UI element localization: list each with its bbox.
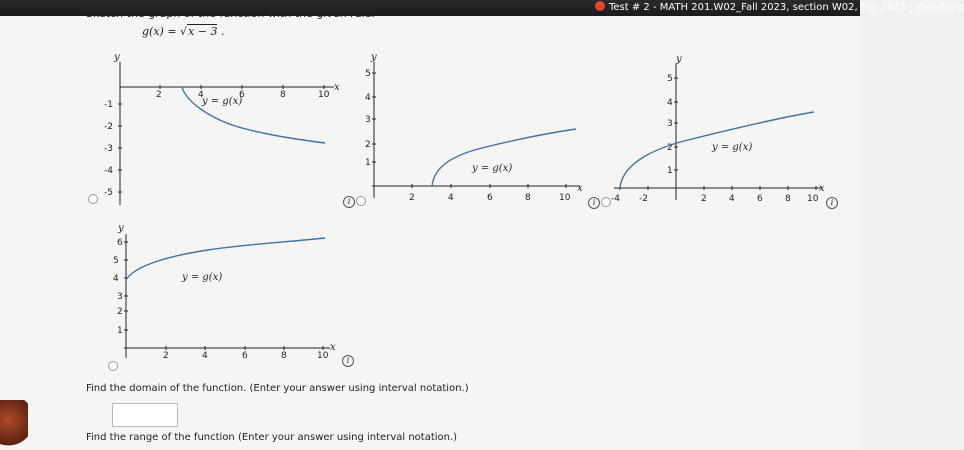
y-tick-label: 3 xyxy=(365,115,371,125)
y-tick-label: 4 xyxy=(365,93,371,103)
y-tick-label: 3 xyxy=(667,119,673,129)
function-curve xyxy=(126,238,325,280)
range-question: Find the range of the function (Enter your answer using interval notation.) xyxy=(86,432,458,443)
x-tick-label: 8 xyxy=(785,194,791,204)
graph-option-a[interactable] xyxy=(92,50,342,210)
y-tick-label: -4 xyxy=(104,166,113,176)
info-icon[interactable]: i xyxy=(588,197,600,209)
info-icon[interactable]: i xyxy=(826,197,838,209)
x-tick-label: 4 xyxy=(729,194,735,204)
x-axis-label: x xyxy=(330,342,336,353)
domain-answer-input[interactable] xyxy=(112,403,178,427)
tick-marks xyxy=(372,73,566,188)
function-lhs: g(x) = xyxy=(142,25,181,38)
x-tick-label: -2 xyxy=(639,194,648,204)
y-tick-label: 1 xyxy=(667,166,673,176)
graph-option-c[interactable] xyxy=(608,52,838,207)
x-tick-label: 8 xyxy=(281,351,287,361)
y-tick-label: 1 xyxy=(365,158,371,168)
webassign-tab-icon xyxy=(595,1,605,11)
x-axis-label: x xyxy=(819,183,825,194)
y-tick-label: 4 xyxy=(667,98,673,108)
x-tick-label: 10 xyxy=(559,193,571,203)
y-tick-label: -1 xyxy=(104,100,113,110)
function-curve xyxy=(432,129,576,186)
x-tick-label: 2 xyxy=(163,351,169,361)
y-tick-label: 5 xyxy=(113,256,119,266)
x-tick-label: 10 xyxy=(317,351,329,361)
y-axis-label: y xyxy=(114,52,120,63)
x-tick-label: 2 xyxy=(156,90,162,100)
x-tick-label: -4 xyxy=(611,194,620,204)
tick-marks xyxy=(124,242,323,350)
info-icon[interactable]: i xyxy=(343,196,355,208)
x-axis-label: x xyxy=(577,183,583,194)
x-tick-label: 2 xyxy=(409,193,415,203)
y-tick-label: 5 xyxy=(365,69,371,79)
curve-label: y = g(x) xyxy=(182,272,223,283)
y-tick-label: 2 xyxy=(667,143,673,153)
tab-title: Test # 2 - MATH 201.W02_Fall 2023, section W02, Fall 2023 | WebAssig xyxy=(609,2,964,13)
function-radicand: x − 3 xyxy=(188,25,218,38)
browser-tab[interactable] xyxy=(595,1,964,13)
x-axis-label: x xyxy=(334,82,340,93)
x-tick-label: 8 xyxy=(280,90,286,100)
tick-marks xyxy=(620,78,816,190)
x-tick-label: 6 xyxy=(239,90,245,100)
y-axis-label: y xyxy=(676,54,682,65)
sqrt-icon: √ xyxy=(180,25,188,38)
x-tick-label: 6 xyxy=(242,351,248,361)
x-tick-label: 10 xyxy=(807,194,819,204)
domain-question: Find the domain of the function. (Enter your answer using interval notation.) xyxy=(86,383,469,394)
y-tick-label: 5 xyxy=(667,74,673,84)
desk-object xyxy=(0,400,28,450)
graph-option-d[interactable] xyxy=(108,220,338,365)
x-tick-label: 6 xyxy=(487,193,493,203)
y-tick-label: 2 xyxy=(365,140,371,150)
curve-label: y = g(x) xyxy=(712,142,753,153)
y-tick-label: 2 xyxy=(117,307,123,317)
x-tick-label: 4 xyxy=(202,351,208,361)
problem-instruction: Sketch the graph of the function with the given rule. xyxy=(86,7,375,20)
graph-option-b[interactable] xyxy=(362,50,587,205)
x-tick-label: 4 xyxy=(198,90,204,100)
y-tick-label: -2 xyxy=(104,122,113,132)
y-axis-label: y xyxy=(118,223,124,234)
y-tick-label: -5 xyxy=(104,188,113,198)
x-tick-label: 6 xyxy=(757,194,763,204)
curve-label: y = g(x) xyxy=(472,163,513,174)
y-axis-label: y xyxy=(371,52,377,63)
x-tick-label: 10 xyxy=(318,90,330,100)
info-icon[interactable]: i xyxy=(342,355,354,367)
x-tick-label: 2 xyxy=(701,194,707,204)
curve-label: y = g(x) xyxy=(202,96,243,107)
y-tick-label: 4 xyxy=(113,274,119,284)
y-tick-label: 3 xyxy=(117,292,123,302)
y-tick-label: 1 xyxy=(117,326,123,336)
y-tick-label: -3 xyxy=(104,144,113,154)
y-tick-label: 6 xyxy=(117,238,123,248)
function-definition: g(x) = √x − 3 . xyxy=(142,25,225,38)
x-tick-label: 4 xyxy=(448,193,454,203)
x-tick-label: 8 xyxy=(525,193,531,203)
